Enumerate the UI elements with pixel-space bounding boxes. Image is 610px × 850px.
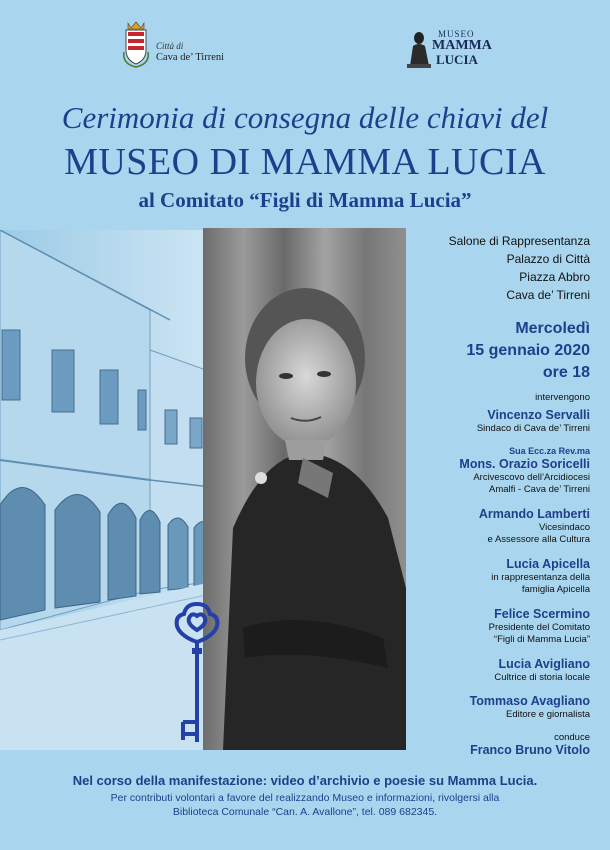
speaker-role: Cultrice di storia locale bbox=[494, 671, 590, 683]
footer-info-line: Biblioteca Comunale “Can. A. Avallone”, tel. 089 682345. bbox=[172, 806, 438, 818]
speaker-name: Lucia Apicella bbox=[506, 556, 590, 571]
speaker bbox=[390, 446, 590, 497]
speaker-role: Presidente del Comitato bbox=[488, 621, 590, 633]
city-crest-icon bbox=[122, 20, 150, 68]
speaker-name: Vincenzo Servalli bbox=[487, 408, 590, 422]
speakers-heading: intervengono bbox=[535, 392, 590, 403]
footer bbox=[0, 773, 610, 819]
venue-line: Salone di Rappresentanza bbox=[448, 234, 590, 248]
speaker-name: Mons. Orazio Soricelli bbox=[459, 456, 590, 471]
footer-info-line: Per contributi volontari a favore del realizzando Museo e informazioni, rivolgersi alla bbox=[110, 792, 500, 804]
speaker-role: Editore e giornalista bbox=[506, 709, 590, 720]
speaker-role: Amalfi - Cava de’ Tirreni bbox=[488, 484, 590, 495]
date-block bbox=[390, 318, 590, 384]
speaker-role: Arcivescovo dell’Arcidiocesi bbox=[473, 471, 590, 483]
speaker-role: famiglia Apicella bbox=[521, 584, 590, 595]
speaker bbox=[390, 656, 590, 685]
speaker-role: “Figli di Mamma Lucia” bbox=[493, 634, 590, 645]
speaker bbox=[390, 506, 590, 547]
museum-logo bbox=[402, 26, 492, 70]
venue-line: Cava de’ Tirreni bbox=[506, 288, 590, 302]
city-logo bbox=[122, 20, 242, 75]
event-details bbox=[390, 232, 590, 757]
museum-logo-line3: LUCIA bbox=[436, 52, 478, 67]
event-time: ore 18 bbox=[542, 364, 590, 381]
speaker-name: Armando Lamberti bbox=[478, 506, 590, 521]
museum-logo-line2: MAMMA bbox=[432, 38, 492, 53]
speaker-title-prefix: Sua Ecc.za Rev.ma bbox=[509, 445, 590, 456]
speaker-role: in rappresentanza della bbox=[491, 571, 590, 583]
footer-info bbox=[0, 791, 610, 819]
speaker-name: Felice Scermino bbox=[494, 606, 590, 621]
speaker bbox=[390, 693, 590, 722]
speaker bbox=[390, 407, 590, 436]
speaker-role: e Assessore alla Cultura bbox=[487, 534, 590, 545]
footer-highlight: Nel corso della manifestazione: video d’archivio e poesie su Mamma Lucia. bbox=[72, 773, 538, 788]
event-date: 15 gennaio 2020 bbox=[466, 342, 590, 359]
city-name: Cava de’ Tirreni bbox=[156, 52, 225, 63]
speaker-role: Vicesindaco bbox=[538, 521, 590, 533]
speaker bbox=[390, 556, 590, 597]
city-prefix: Città di bbox=[156, 41, 184, 51]
speaker-name: Lucia Avigliano bbox=[498, 656, 590, 671]
venue bbox=[390, 232, 590, 304]
speaker-role: Sindaco di Cava de’ Tirreni bbox=[476, 423, 590, 434]
title-line3: al Comitato “Figli di Mamma Lucia” bbox=[138, 188, 472, 212]
venue-line: Piazza Abbro bbox=[519, 270, 590, 284]
speaker-name: Tommaso Avagliano bbox=[469, 694, 590, 708]
host-name: Franco Bruno Vitolo bbox=[470, 742, 590, 757]
speaker bbox=[390, 606, 590, 647]
museum-statue-icon bbox=[404, 30, 434, 68]
museum-logo-line1: MUSEO bbox=[438, 29, 475, 39]
portrait-photo bbox=[203, 228, 406, 750]
title-line1: Cerimonia di consegna delle chiavi del bbox=[61, 100, 549, 135]
key-icon bbox=[172, 600, 222, 748]
venue-line: Palazzo di Città bbox=[506, 252, 590, 266]
host-label: conduce bbox=[554, 731, 590, 743]
event-day: Mercoledì bbox=[515, 320, 590, 337]
title-line2: MUSEO DI MAMMA LUCIA bbox=[64, 141, 546, 183]
